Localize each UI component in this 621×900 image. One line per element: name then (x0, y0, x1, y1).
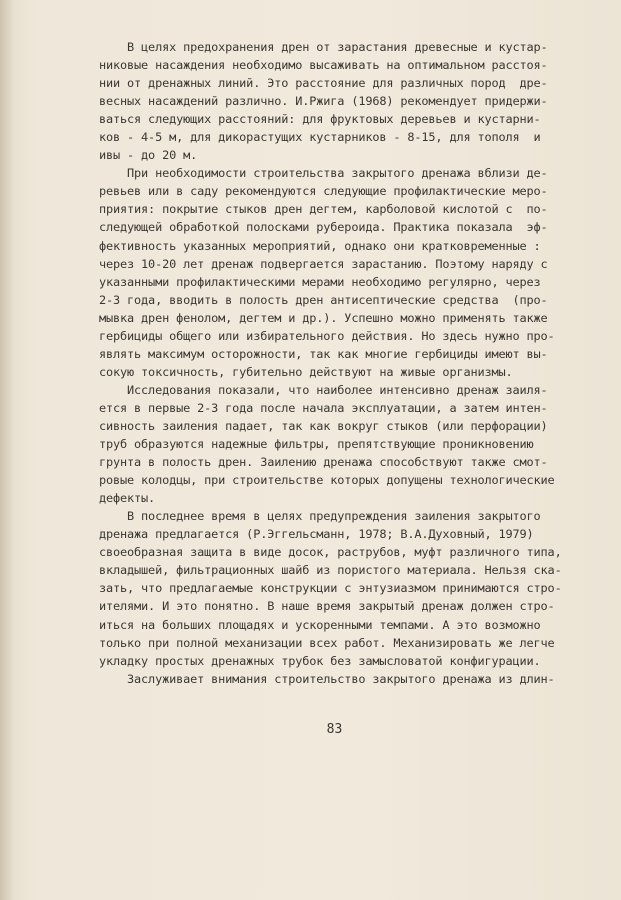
text-line: никовые насаждения необходимо высаживать на оптимальном расстоя- (99, 58, 548, 73)
text-line: через 10-20 лет дренаж подвергается зарастанию. Поэтому наряду с (99, 256, 548, 271)
text-line: весных насаждений различно. И.Ржига (1968) рекомендует придержи- (99, 94, 548, 109)
body-text (99, 38, 569, 688)
text-line: приятия: покрытие стыков дрен дегтем, карболовой кислотой с по- (99, 202, 548, 217)
text-line: 2-3 года, вводить в полость дрен антисептические средства (про- (99, 292, 548, 307)
text-line: укладку простых дренажных трубок без замысловатой конфигурации. (99, 653, 541, 668)
text-line: своеобразная защита в виде досок, раструбов, муфт различного типа, (99, 545, 562, 560)
text-line: являть максимум осторожности, так как многие гербициды имеют вы- (99, 346, 548, 361)
text-line: следующей обработкой полосками рубероида. Практика показала эф- (99, 220, 548, 235)
text-line: гербициды общего или избирательного действия. Но здесь нужно про- (99, 328, 555, 343)
text-line: мывка дрен фенолом, дегтем и др.). Успешно можно применять также (99, 310, 548, 325)
text-line: иться на больших площадях и ускоренными темпами. А это возможно (99, 617, 541, 632)
text-line: ется в первые 2-3 года после начала эксплуатации, а затем интен- (99, 400, 548, 415)
text-line: В последнее время в целях предупреждения заиления закрытого (99, 509, 541, 524)
text-line: При необходимости строительства закрытого дренажа вблизи де- (99, 166, 548, 181)
text-line: нии от дренажных линий. Это расстояние для различных пород дре- (99, 76, 548, 91)
text-line: сивность заиления падает, так как вокруг стыков (или перфорации) (99, 418, 548, 433)
gutter-shadow (0, 0, 14, 900)
text-line: ителями. И это понятно. В наше время закрытый дренаж должен стро- (99, 599, 555, 614)
text-line: ваться следующих расстояний: для фруктовых деревьев и кустарни- (99, 112, 541, 127)
text-line: вкладышей, фильтрационных шайб из пористого материала. Нельзя ска- (99, 563, 562, 578)
text-line: труб образуются надежные фильтры, препятствующие проникновению (99, 437, 534, 452)
text-line: Заслуживает внимания строительство закрытого дренажа из длин- (99, 671, 555, 686)
text-line: указанными профилактическими мерами необходимо регулярно, через (99, 274, 541, 289)
text-line: ровые колодцы, при строительстве которых допущены технологические (99, 473, 555, 488)
text-line: ков - 4-5 м, для дикорастущих кустарников - 8-15, для тополя и (99, 130, 541, 145)
text-line: грунта в полость дрен. Заилению дренажа способствуют также смот- (99, 455, 548, 470)
page-number: 83 (326, 722, 343, 737)
text-line: дренажа предлагается (Р.Эггельсманн, 1978; В.А.Духовный, 1979) (99, 527, 534, 542)
text-line: зать, что предлагаемые конструкции с энтузиазмом принимаются стро- (99, 581, 562, 596)
text-line: дефекты. (99, 491, 156, 506)
text-line: В целях предохранения дрен от зарастания древесные и кустар- (99, 40, 548, 54)
text-line: ивы - до 20 м. (99, 148, 198, 163)
text-line: сокую токсичность, губительно действуют на живые организмы. (99, 364, 513, 379)
text-line: фективность указанных мероприятий, однако они кратковременные : (99, 238, 541, 253)
text-line: только при полной механизации всех работ. Механизировать же легче (99, 635, 555, 650)
text-line: Исследования показали, что наиболее интенсивно дренаж заиля- (99, 382, 548, 397)
text-line: ревьев или в саду рекомендуются следующие профилактические меро- (99, 184, 548, 199)
